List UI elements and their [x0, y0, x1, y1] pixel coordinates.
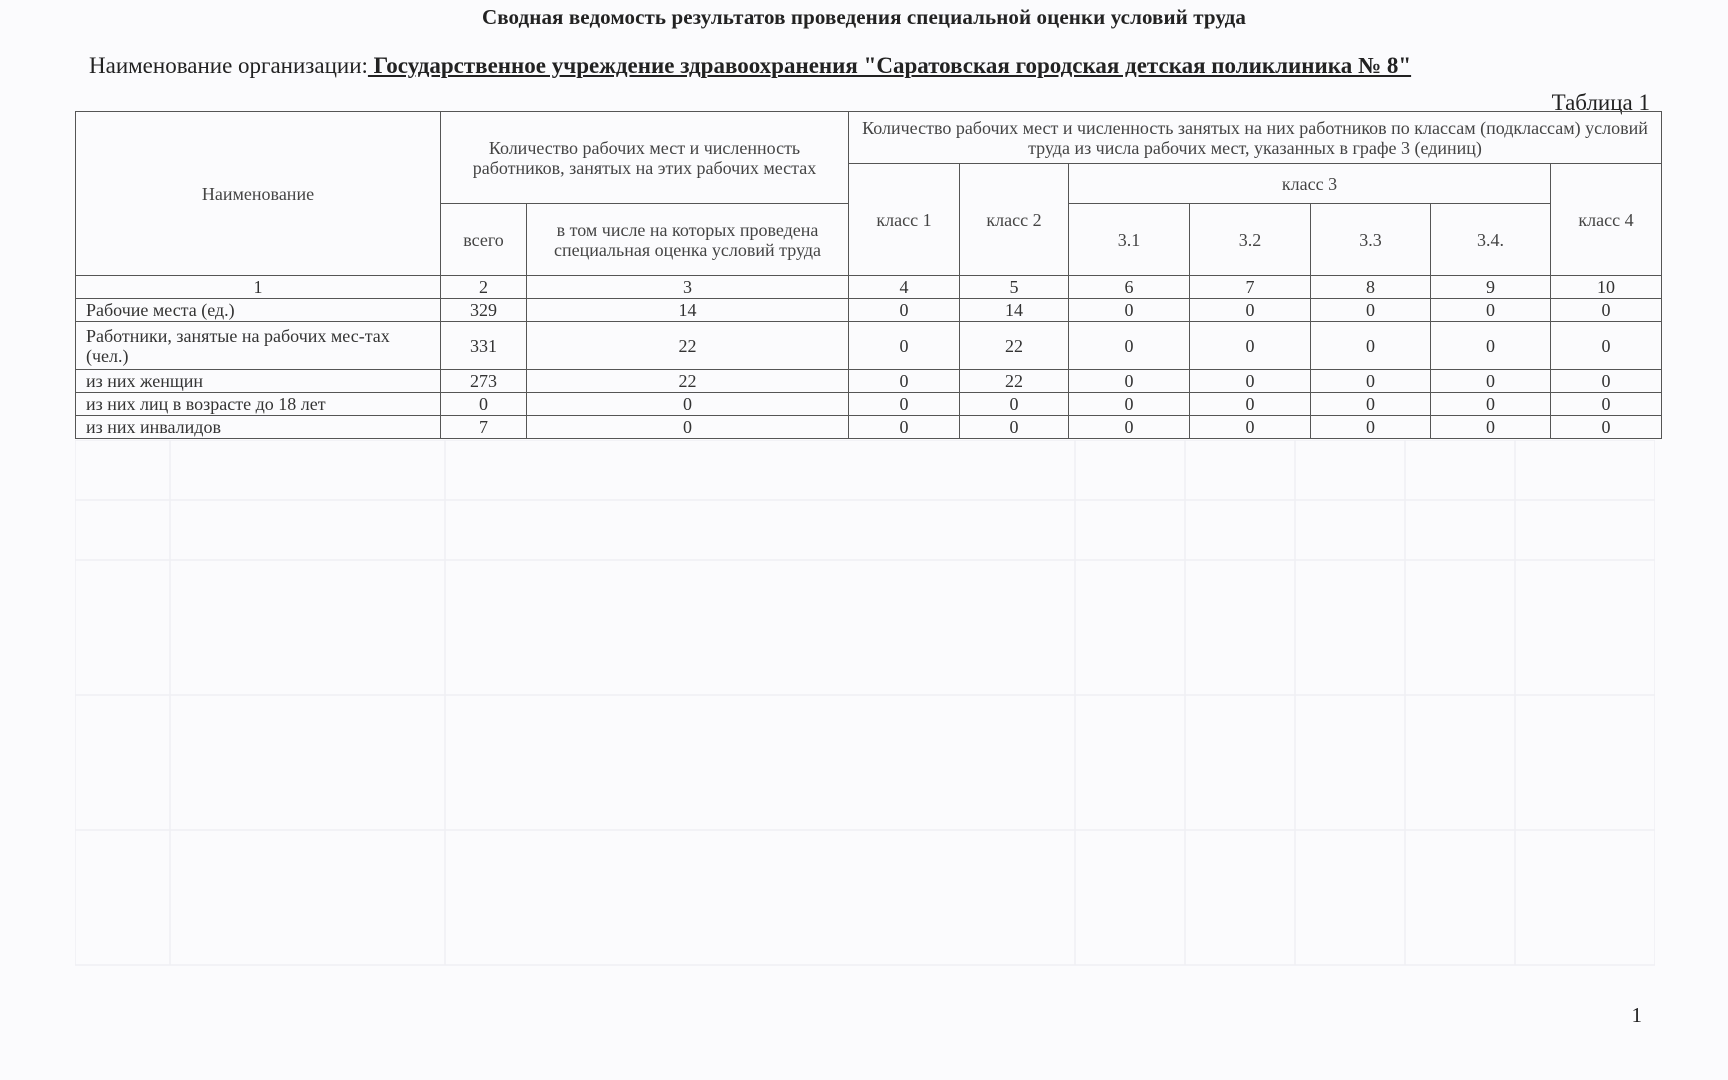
organization-label: Наименование организации:: [89, 53, 368, 78]
cell: 0: [1431, 416, 1551, 439]
table-label: Таблица 1: [1551, 90, 1650, 115]
cell: 0: [1311, 370, 1431, 393]
cell: 0: [441, 393, 527, 416]
cell: 0: [1190, 299, 1311, 322]
header-classes-group: Количество рабочих мест и численность занятых на них работников по классам (подклассам) условий труда из числа рабочих мест, указанных в графе 3 (единиц): [849, 112, 1662, 164]
page-title: Сводная ведомость результатов проведения специальной оценки условий труда: [481, 5, 1247, 29]
cell: 22: [960, 370, 1069, 393]
cell: 0: [960, 393, 1069, 416]
cell: 7: [441, 416, 527, 439]
cell: 0: [1311, 416, 1431, 439]
cell: 331: [441, 322, 527, 370]
cell: 0: [1190, 393, 1311, 416]
cell: 14: [960, 299, 1069, 322]
header-assessed: в том числе на которых проведена специальная оценка условий труда: [527, 204, 849, 276]
cell: 0: [1190, 322, 1311, 370]
cell: 0: [960, 416, 1069, 439]
cell: 0: [1069, 393, 1190, 416]
row-name: Работники, занятые на рабочих мес-тах (чел.): [76, 322, 441, 370]
bleed-through-grid: [75, 440, 1655, 980]
column-number-row: [76, 276, 1662, 299]
cell: 0: [849, 299, 960, 322]
cell: 0: [1069, 322, 1190, 370]
row-name: из них инвалидов: [76, 416, 441, 439]
organization-line: [89, 53, 1411, 79]
cell: 329: [441, 299, 527, 322]
cell: 22: [527, 322, 849, 370]
cell: 0: [1311, 393, 1431, 416]
cell: 0: [1551, 299, 1662, 322]
cell: 0: [1431, 393, 1551, 416]
cell: 0: [1069, 299, 1190, 322]
cell: 0: [1069, 370, 1190, 393]
cell: 0: [1431, 322, 1551, 370]
cell: 0: [527, 416, 849, 439]
column-number: 10: [1551, 276, 1662, 299]
cell: 0: [1431, 299, 1551, 322]
table-row: [76, 322, 1662, 370]
cell: 22: [527, 370, 849, 393]
table-row: [76, 299, 1662, 322]
cell: 0: [1069, 416, 1190, 439]
header-class3: класс 3: [1069, 164, 1551, 204]
column-number: 2: [441, 276, 527, 299]
column-number: 9: [1431, 276, 1551, 299]
cell: 0: [849, 393, 960, 416]
table-row: [76, 370, 1662, 393]
column-number: 6: [1069, 276, 1190, 299]
cell: 0: [1311, 322, 1431, 370]
column-number: 1: [76, 276, 441, 299]
column-number: 7: [1190, 276, 1311, 299]
cell: 0: [849, 322, 960, 370]
header-name: Наименование: [76, 112, 441, 276]
header-sub-3-3: 3.3: [1311, 204, 1431, 276]
header-class1: класс 1: [849, 164, 960, 276]
cell: 0: [1551, 416, 1662, 439]
summary-table: [75, 111, 1662, 439]
column-number: 8: [1311, 276, 1431, 299]
header-total: всего: [441, 204, 527, 276]
row-name: из них женщин: [76, 370, 441, 393]
cell: 0: [849, 370, 960, 393]
header-sub-3-1: 3.1: [1069, 204, 1190, 276]
cell: 0: [1311, 299, 1431, 322]
cell: 0: [1551, 322, 1662, 370]
cell: 0: [1190, 416, 1311, 439]
cell: 0: [1551, 393, 1662, 416]
cell: 0: [1551, 370, 1662, 393]
cell: 14: [527, 299, 849, 322]
column-number: 3: [527, 276, 849, 299]
cell: 0: [527, 393, 849, 416]
cell: 273: [441, 370, 527, 393]
page-number: 1: [1631, 1003, 1642, 1027]
header-sub-3-4: 3.4.: [1431, 204, 1551, 276]
table-row: [76, 416, 1662, 439]
cell: 0: [849, 416, 960, 439]
cell: 0: [1190, 370, 1311, 393]
cell: 22: [960, 322, 1069, 370]
header-class2: класс 2: [960, 164, 1069, 276]
row-name: из них лиц в возрасте до 18 лет: [76, 393, 441, 416]
header-workplaces-group: Количество рабочих мест и численность работников, занятых на этих рабочих местах: [441, 112, 849, 204]
header-class4: класс 4: [1551, 164, 1662, 276]
header-sub-3-2: 3.2: [1190, 204, 1311, 276]
column-number: 4: [849, 276, 960, 299]
table-row: [76, 393, 1662, 416]
row-name: Рабочие места (ед.): [76, 299, 441, 322]
column-number: 5: [960, 276, 1069, 299]
cell: 0: [1431, 370, 1551, 393]
organization-name: Государственное учреждение здравоохранения "Саратовская городская детская поликлиника № 8": [367, 53, 1412, 78]
